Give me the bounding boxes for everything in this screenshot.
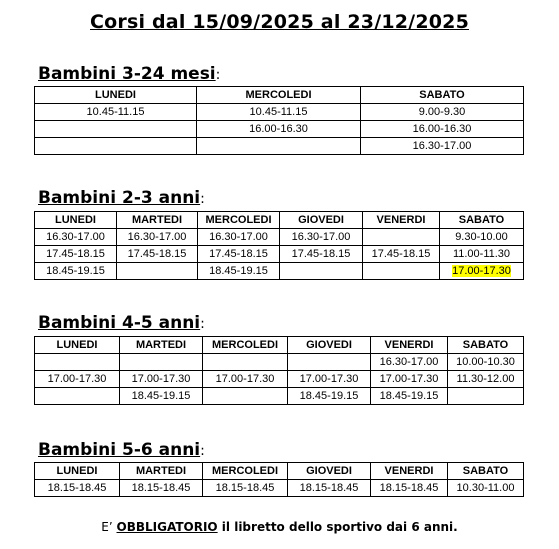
- time-cell: 16.30-17.00: [371, 354, 448, 371]
- time-cell: [448, 388, 524, 405]
- section-heading-text: Bambini 5-6 anni: [38, 440, 201, 460]
- time-cell: 10.45-11.15: [197, 104, 361, 121]
- time-cell: 9.00-9.30: [361, 104, 524, 121]
- highlighted-time: 17.00-17.30: [452, 265, 511, 277]
- header-cell: LUNEDI: [35, 212, 117, 229]
- time-cell: 17.45-18.15: [198, 246, 280, 263]
- time-cell: 17.00-17.30: [288, 371, 371, 388]
- time-cell: 16.30-17.00: [280, 229, 363, 246]
- time-cell: [363, 263, 440, 280]
- time-cell: [117, 263, 198, 280]
- time-cell: [203, 354, 288, 371]
- table-row: [35, 104, 524, 121]
- time-cell: [35, 138, 197, 155]
- header-cell: SABATO: [448, 463, 524, 480]
- schedule-table-4-5-anni: [34, 336, 524, 405]
- time-cell: 17.00-17.30: [120, 371, 203, 388]
- time-cell: 16.30-17.00: [361, 138, 524, 155]
- time-cell: 16.30-17.00: [35, 229, 117, 246]
- section-heading-text: Bambini 2-3 anni: [38, 188, 201, 208]
- schedule-table-3-24-mesi: [34, 86, 524, 155]
- time-cell: [120, 354, 203, 371]
- section-heading-2-3-anni: Bambini 2-3 anni:: [38, 188, 205, 208]
- time-cell: 17.45-18.15: [35, 246, 117, 263]
- time-cell: 18.15-18.45: [35, 480, 120, 497]
- time-cell: [197, 138, 361, 155]
- time-cell: 10.00-10.30: [448, 354, 524, 371]
- time-cell: [35, 354, 120, 371]
- header-cell: MARTEDI: [120, 337, 203, 354]
- time-cell: [35, 121, 197, 138]
- page-title: Corsi dal 15/09/2025 al 23/12/2025: [90, 11, 469, 33]
- header-cell: MERCOLEDI: [203, 463, 288, 480]
- table-row: [35, 229, 524, 246]
- header-cell: GIOVEDI: [280, 212, 363, 229]
- time-cell: 17.45-18.15: [117, 246, 198, 263]
- footer-prefix: E’: [101, 520, 117, 534]
- table-row: [35, 263, 524, 280]
- time-cell: 16.30-17.00: [198, 229, 280, 246]
- header-cell: VENERDI: [363, 212, 440, 229]
- table-row: [35, 388, 524, 405]
- header-cell: MARTEDI: [120, 463, 203, 480]
- time-cell: 17.45-18.15: [363, 246, 440, 263]
- header-cell: VENERDI: [371, 463, 448, 480]
- time-cell: 17.00-17.30: [35, 371, 120, 388]
- header-cell: MERCOLEDI: [203, 337, 288, 354]
- header-cell: SABATO: [440, 212, 524, 229]
- header-cell: SABATO: [448, 337, 524, 354]
- table-row: [35, 354, 524, 371]
- header-cell: SABATO: [361, 87, 524, 104]
- header-cell: LUNEDI: [35, 463, 120, 480]
- section-heading-text: Bambini 3-24 mesi: [38, 64, 216, 84]
- time-cell: 16.00-16.30: [197, 121, 361, 138]
- schedule-table-2-3-anni: [34, 211, 524, 280]
- time-cell: 17.45-18.15: [280, 246, 363, 263]
- header-cell: GIOVEDI: [288, 463, 371, 480]
- time-cell: 17.00-17.30: [371, 371, 448, 388]
- time-cell: 18.45-19.15: [371, 388, 448, 405]
- table-row: [35, 138, 524, 155]
- table-row: [35, 371, 524, 388]
- time-cell: 18.15-18.45: [203, 480, 288, 497]
- time-cell: 18.15-18.45: [288, 480, 371, 497]
- time-cell: 9.30-10.00: [440, 229, 524, 246]
- time-cell: [280, 263, 363, 280]
- time-cell: [363, 229, 440, 246]
- table-row: [35, 246, 524, 263]
- time-cell: 16.00-16.30: [361, 121, 524, 138]
- time-cell-highlighted: [440, 263, 524, 280]
- time-cell: 10.30-11.00: [448, 480, 524, 497]
- header-cell: MERCOLEDI: [198, 212, 280, 229]
- header-cell: GIOVEDI: [288, 337, 371, 354]
- time-cell: 18.45-19.15: [198, 263, 280, 280]
- footer-obbligatorio: OBBLIGATORIO: [116, 520, 218, 534]
- header-cell: LUNEDI: [35, 337, 120, 354]
- header-cell: LUNEDI: [35, 87, 197, 104]
- table-row: [35, 480, 524, 497]
- time-cell: 16.30-17.00: [117, 229, 198, 246]
- footer-note: [0, 520, 559, 534]
- time-cell: 11.00-11.30: [440, 246, 524, 263]
- time-cell: [203, 388, 288, 405]
- section-heading-5-6-anni: Bambini 5-6 anni:: [38, 440, 205, 460]
- header-cell: MERCOLEDI: [197, 87, 361, 104]
- header-cell: VENERDI: [371, 337, 448, 354]
- section-heading-4-5-anni: Bambini 4-5 anni:: [38, 313, 205, 333]
- header-cell: MARTEDI: [117, 212, 198, 229]
- time-cell: [35, 388, 120, 405]
- table-row: [35, 121, 524, 138]
- time-cell: 18.45-19.15: [288, 388, 371, 405]
- time-cell: 18.45-19.15: [120, 388, 203, 405]
- section-heading-3-24-mesi: Bambini 3-24 mesi:: [38, 64, 221, 84]
- schedule-table-5-6-anni: [34, 462, 524, 497]
- time-cell: 18.45-19.15: [35, 263, 117, 280]
- footer-text: il libretto dello sportivo dai 6 anni.: [217, 520, 458, 534]
- time-cell: 18.15-18.45: [120, 480, 203, 497]
- time-cell: [288, 354, 371, 371]
- time-cell: 18.15-18.45: [371, 480, 448, 497]
- time-cell: 11.30-12.00: [448, 371, 524, 388]
- time-cell: 10.45-11.15: [35, 104, 197, 121]
- section-heading-text: Bambini 4-5 anni: [38, 313, 201, 333]
- time-cell: 17.00-17.30: [203, 371, 288, 388]
